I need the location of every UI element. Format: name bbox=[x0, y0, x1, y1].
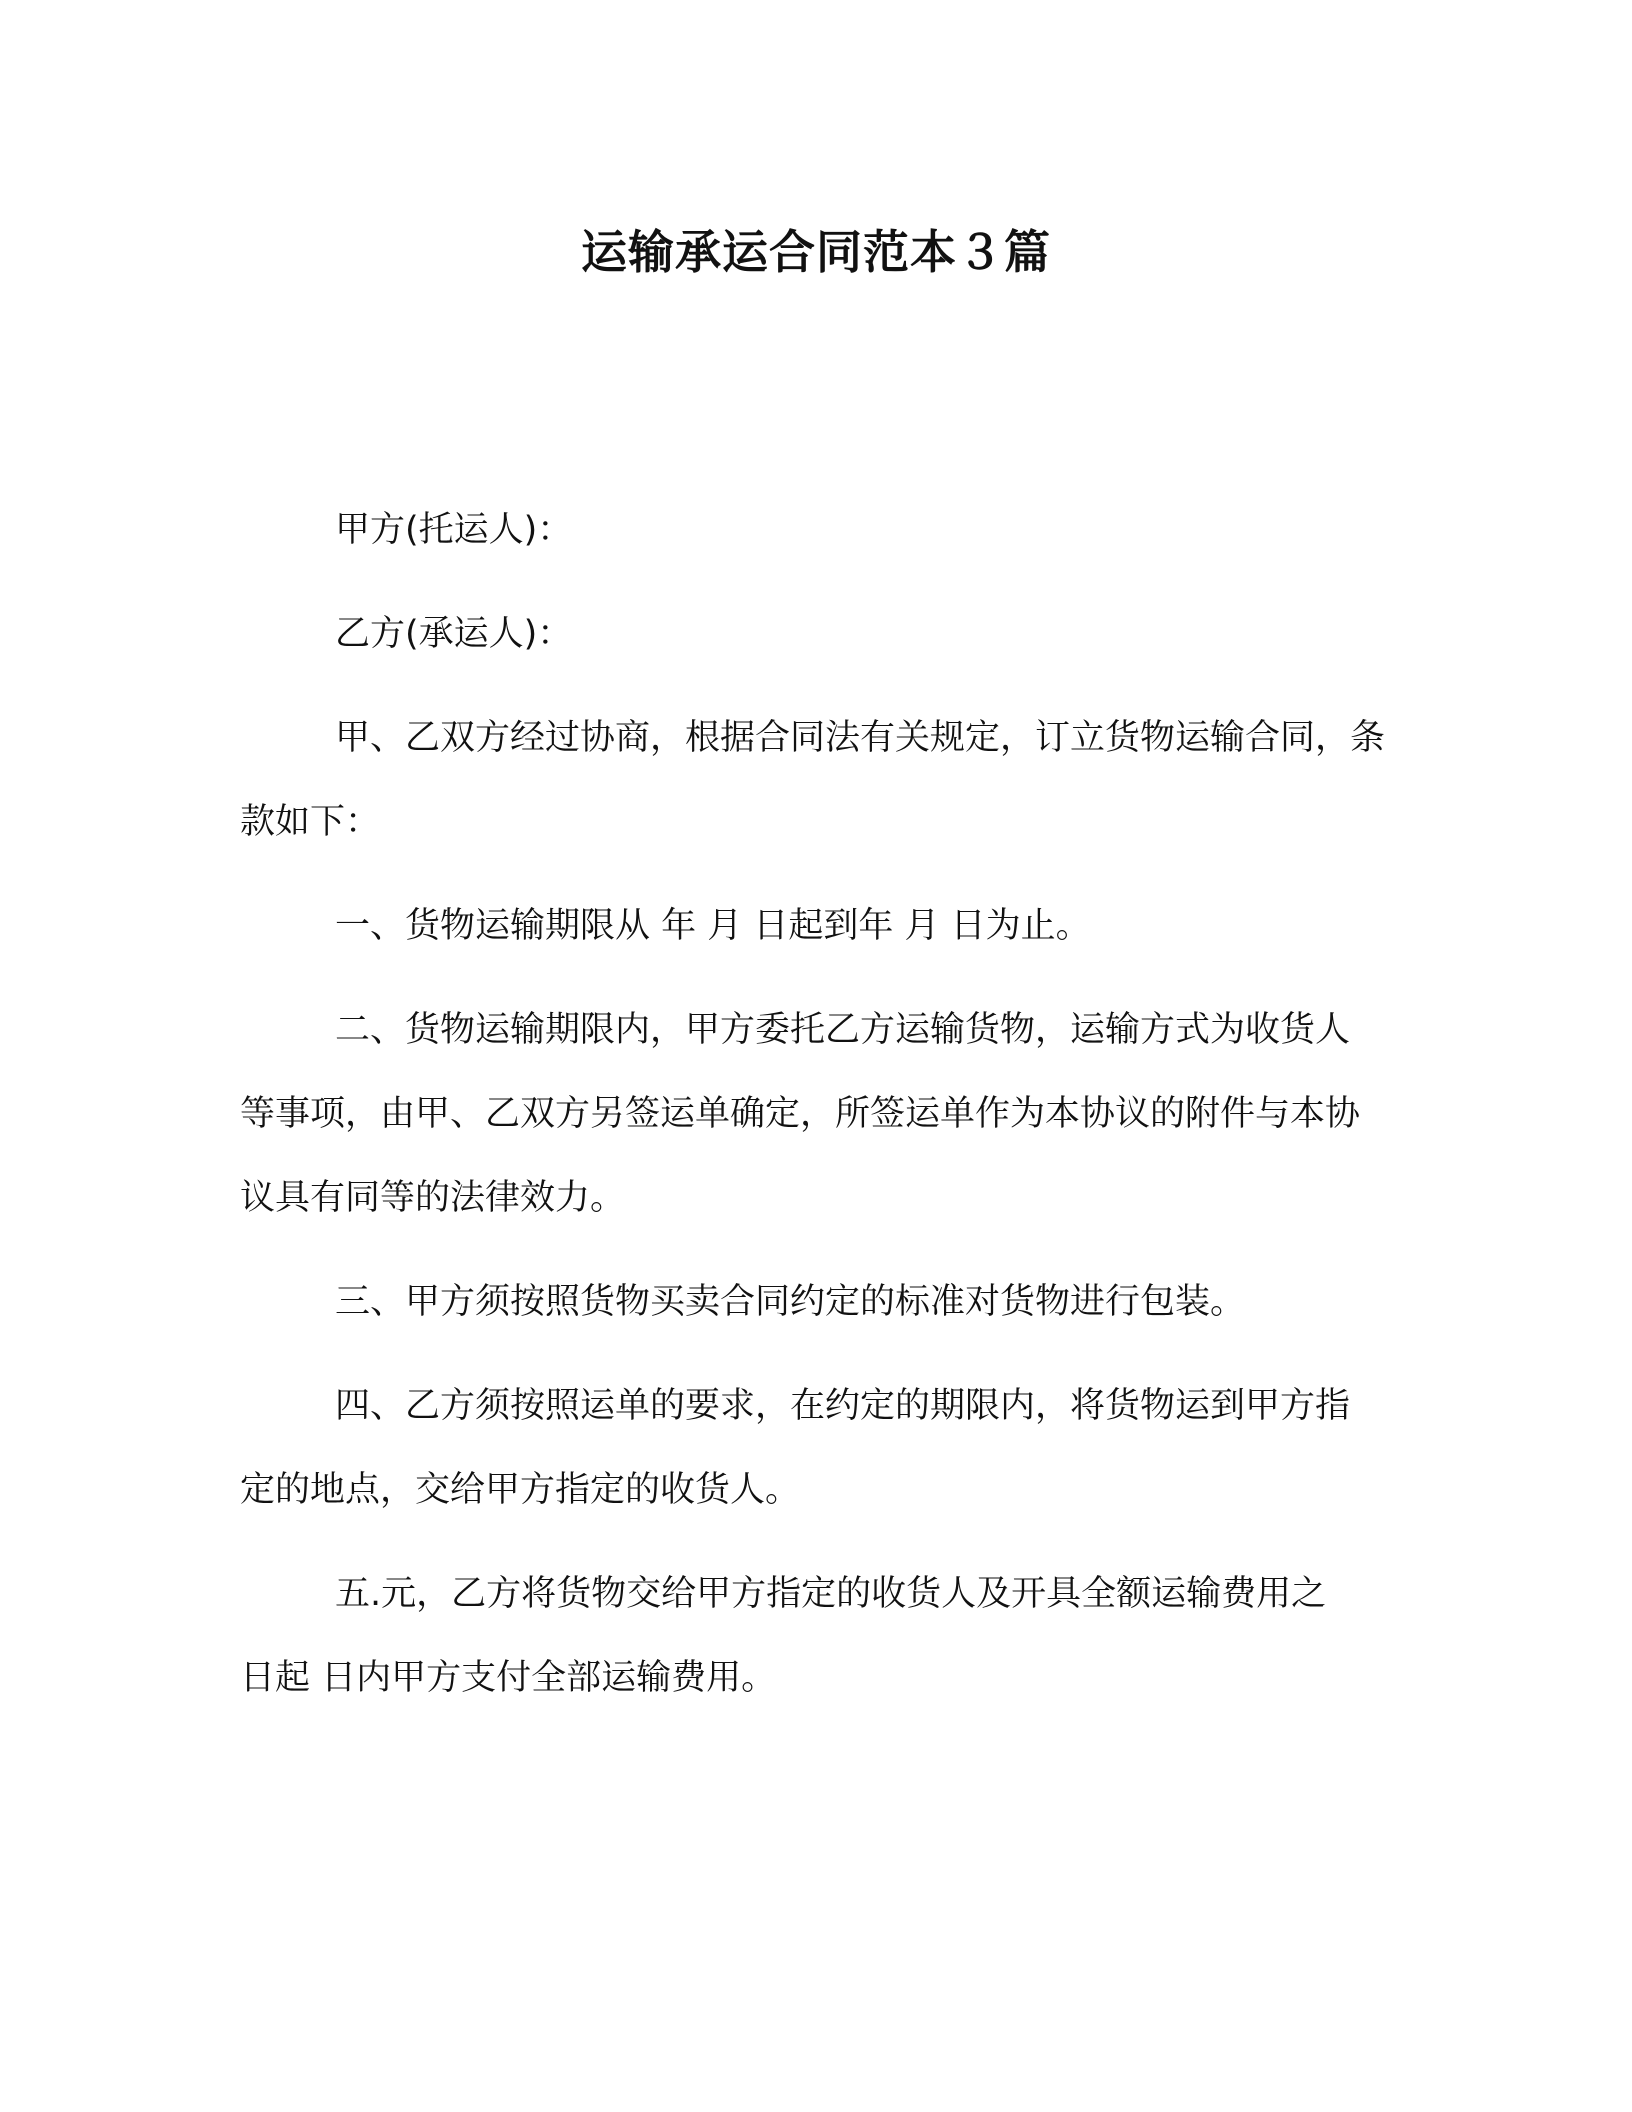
document-body bbox=[240, 488, 1410, 1740]
party-b-line: 乙方(承运人)： bbox=[335, 614, 573, 654]
clause-5: 五.元，乙方将货物交给甲方指定的收货人及开具全额运输费用之日起 日内甲方支付全部运输费用。 bbox=[240, 1574, 1327, 1698]
document-title: 运输承运合同范本３篇 bbox=[581, 225, 1051, 279]
clause-2: 二、货物运输期限内，甲方委托乙方运输货物，运输方式为收货人等事项，由甲、乙双方另签运单确定，所签运单作为本协议的附件与本协议具有同等的法律效力。 bbox=[240, 1010, 1361, 1218]
clause-1: 一、货物运输期限从 年 月 日起到年 月 日为止。 bbox=[335, 906, 1091, 946]
party-a-line: 甲方(托运人)： bbox=[335, 510, 573, 550]
clause-3: 三、甲方须按照货物买卖合同约定的标准对货物进行包装。 bbox=[335, 1282, 1246, 1322]
preamble-paragraph: 甲、乙双方经过协商，根据合同法有关规定，订立货物运输合同，条款如下： bbox=[240, 718, 1386, 842]
clause-4: 四、乙方须按照运单的要求，在约定的期限内，将货物运到甲方指定的地点，交给甲方指定的收货人。 bbox=[240, 1386, 1351, 1510]
